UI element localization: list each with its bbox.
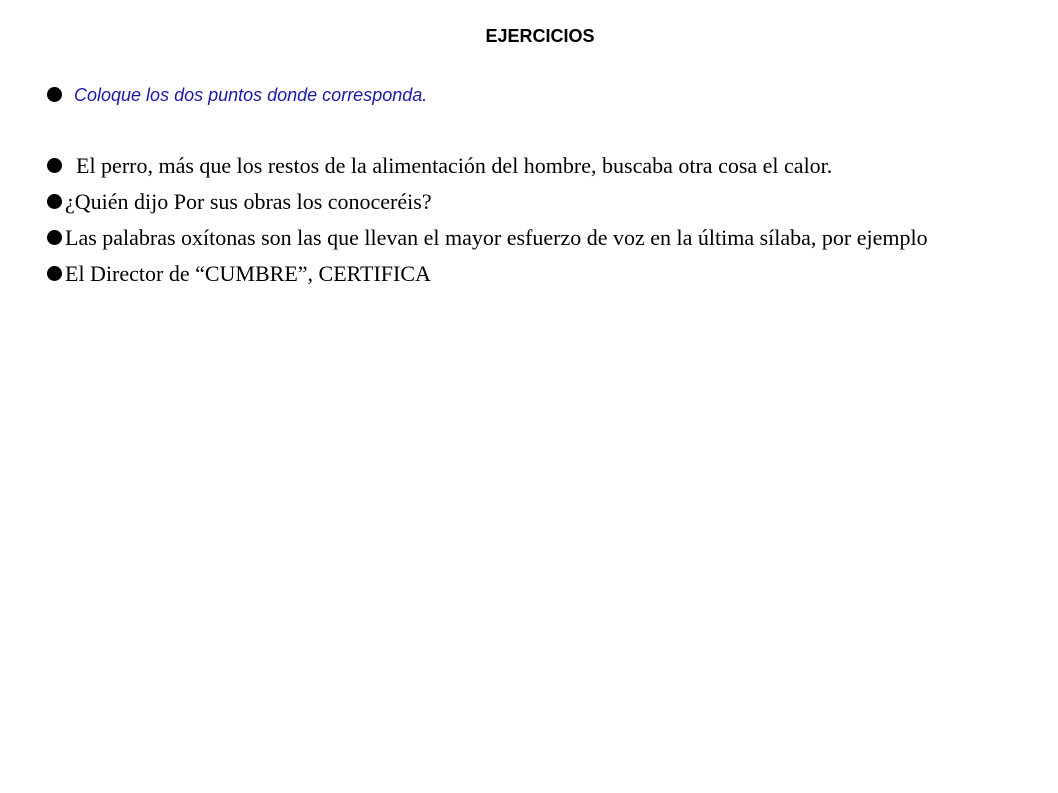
list-item [47, 256, 1037, 292]
list-item-text: El perro, más que los restos de la alimentación del hombre, buscaba otra cosa el calor. [76, 153, 833, 178]
bullet-dot-icon [47, 266, 62, 281]
page-title: EJERCICIOS [485, 26, 595, 46]
exercise-list [47, 148, 1037, 292]
list-item-text: El Director de “CUMBRE”, CERTIFICA [65, 261, 431, 286]
list-item [47, 184, 1037, 220]
list-item [47, 220, 1037, 256]
list-item [47, 148, 1037, 184]
list-item-text: ¿Quién dijo Por sus obras los conoceréis? [65, 189, 432, 214]
bullet-dot-icon [47, 230, 62, 245]
list-item-text: Las palabras oxítonas son las que llevan el mayor esfuerzo de voz en la última sílaba, por ejemplo [65, 225, 928, 250]
bullet-dot-icon [47, 87, 62, 102]
bullet-dot-icon [47, 194, 62, 209]
bullet-dot-icon [47, 158, 62, 173]
instruction-line [47, 82, 427, 108]
instruction-text: Coloque los dos puntos donde corresponda. [74, 85, 428, 105]
